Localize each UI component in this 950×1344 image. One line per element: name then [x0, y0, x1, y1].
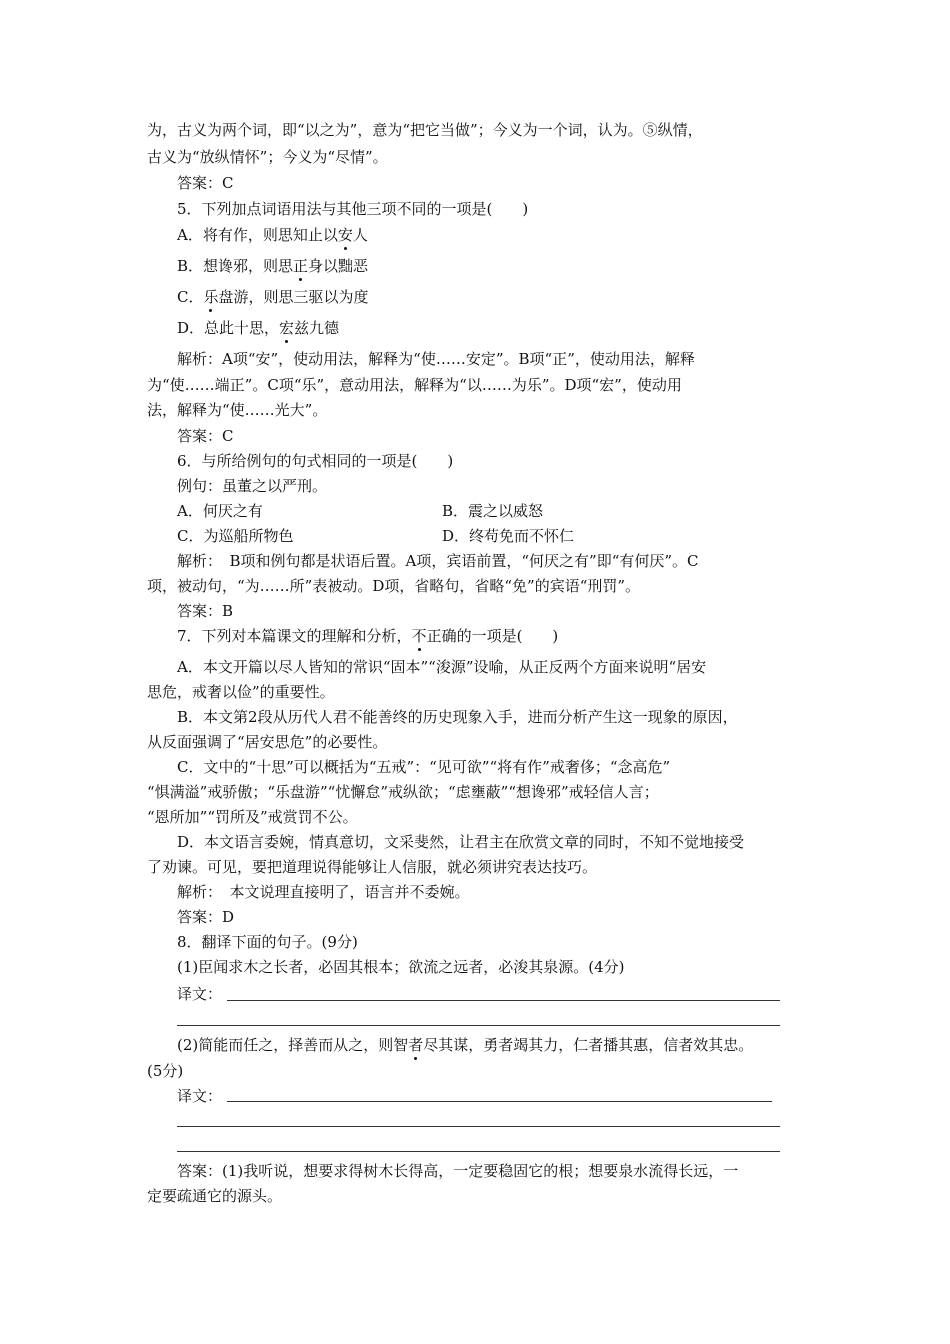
option-7b: 从反面强调了“居安思危”的必要性。	[147, 733, 388, 751]
text-line: 古义为“放纵情怀”；今义为“尽情”。	[147, 148, 388, 166]
option-5b: B．想谗邪，则思正身以黜恶	[177, 257, 369, 275]
answer-6: 答案：B	[177, 602, 234, 620]
answer-8: 定要疏通它的源头。	[147, 1187, 283, 1205]
option-7c: “恩所加”“罚所及”戒赏罚不公。	[147, 808, 358, 826]
text-line: 为，古义为两个词，即“以之为”，意为“把它当做”；今义为一个词，认为。⑤纵情，	[147, 121, 703, 139]
question-8-part2: (5分)	[147, 1062, 184, 1080]
answer-7: 答案：D	[177, 908, 235, 926]
analysis-5: 解析：A项“安”，使动用法，解释为“使……安定”。B项“正”，使动用法，解释	[177, 350, 695, 368]
emphasis-dot-char: 安	[337, 226, 353, 244]
option-6c: C．为巡船所物色	[177, 527, 294, 545]
answer-line-blank[interactable]	[177, 1025, 780, 1026]
options-6-row1	[177, 501, 737, 521]
option-5c: C．乐盘游，则思三驱以为度	[177, 288, 369, 306]
emphasis-dot-char: 正	[293, 257, 309, 275]
question-8: 8．翻译下面的句子。(9分)	[177, 933, 358, 951]
translation-label-2: 译文：	[177, 1087, 223, 1105]
option-6b: B．震之以威怒	[442, 502, 544, 520]
option-7a: A．本文开篇以尽人皆知的常识“固本”“浚源”设喻，从正反两个方面来说明“居安	[177, 658, 707, 676]
analysis-6: 项，被动句，“为……所”表被动。D项，省略句，省略“免”的宾语“刑罚”。	[147, 577, 641, 595]
option-5d: D．总此十思，宏兹九德	[177, 319, 340, 337]
answer-line-blank[interactable]	[177, 1151, 780, 1152]
example-6: 例句：虽董之以严刑。	[177, 477, 328, 495]
answer-line-blank[interactable]	[177, 1126, 780, 1127]
analysis-6: 解析： B项和例句都是状语后置。A项，宾语前置，“何厌之有”即“有何厌”。C	[177, 552, 699, 570]
option-6a: A．何厌之有	[177, 502, 263, 520]
answer-5: 答案：C	[177, 427, 234, 445]
analysis-5: 法，解释为“使……光大”。	[147, 401, 328, 419]
option-7d: D．本文语言委婉，情真意切，文采斐然，让君主在欣赏文章的同时，不知不觉地接受	[177, 833, 745, 851]
emphasis-dot-char: 宏	[279, 319, 295, 337]
question-7: 7．下列对本篇课文的理解和分析，不正确的一项是( )	[177, 627, 559, 645]
question-5: 5．下列加点词语用法与其他三项不同的一项是( )	[177, 200, 529, 218]
option-7b: B．本文第2段从历代人君不能善终的历史现象入手，进而分析产生这一现象的原因，	[177, 708, 738, 726]
options-6-row2	[177, 526, 737, 546]
emphasis-dot-char: 乐	[203, 288, 219, 306]
analysis-5: 为“使……端正”。C项“乐”，意动用法，解释为“以……为乐”。D项“宏”，使动用	[147, 376, 682, 394]
option-7c: C．文中的“十思”可以概括为“五戒”：“见可欲”“将有作”戒奢侈；“念高危”	[177, 758, 671, 776]
translation-label-1: 译文：	[177, 985, 223, 1003]
answer-line: 答案：C	[177, 174, 234, 192]
question-6: 6．与所给例句的句式相同的一项是( )	[177, 452, 454, 470]
answer-line-blank[interactable]	[227, 1101, 772, 1102]
question-8-part2: (2)简能而任之，择善而从之，则智者尽其谋，勇者竭其力，仁者播其惠，信者效其忠。	[177, 1036, 754, 1054]
emphasis-dot-char: 不	[411, 627, 427, 645]
option-7d: 了劝谏。可见，要把道理说得能够让人信服，就必须讲究表达技巧。	[147, 858, 598, 876]
option-7a: 思危，戒奢以俭”的重要性。	[147, 683, 335, 701]
question-8-part1: (1)臣闻求木之长者，必固其根本；欲流之远者，必浚其泉源。(4分)	[177, 958, 625, 976]
option-6d: D．终苟免而不怀仁	[442, 527, 575, 545]
answer-line-blank[interactable]	[227, 1000, 780, 1001]
emphasis-dot-char: 者	[408, 1036, 424, 1054]
analysis-7: 解析： 本文说理直接明了，语言并不委婉。	[177, 883, 470, 901]
option-5a: A．将有作，则思知止以安人	[177, 226, 368, 244]
option-7c: “惧满溢”戒骄傲；“乐盘游”“忧懈怠”戒纵欲；“虑壅蔽”“想谗邪”戒轻信人言；	[147, 783, 659, 801]
answer-8: 答案：(1)我听说，想要求得树木长得高，一定要稳固它的根；想要泉水流得长远，一	[177, 1162, 739, 1180]
